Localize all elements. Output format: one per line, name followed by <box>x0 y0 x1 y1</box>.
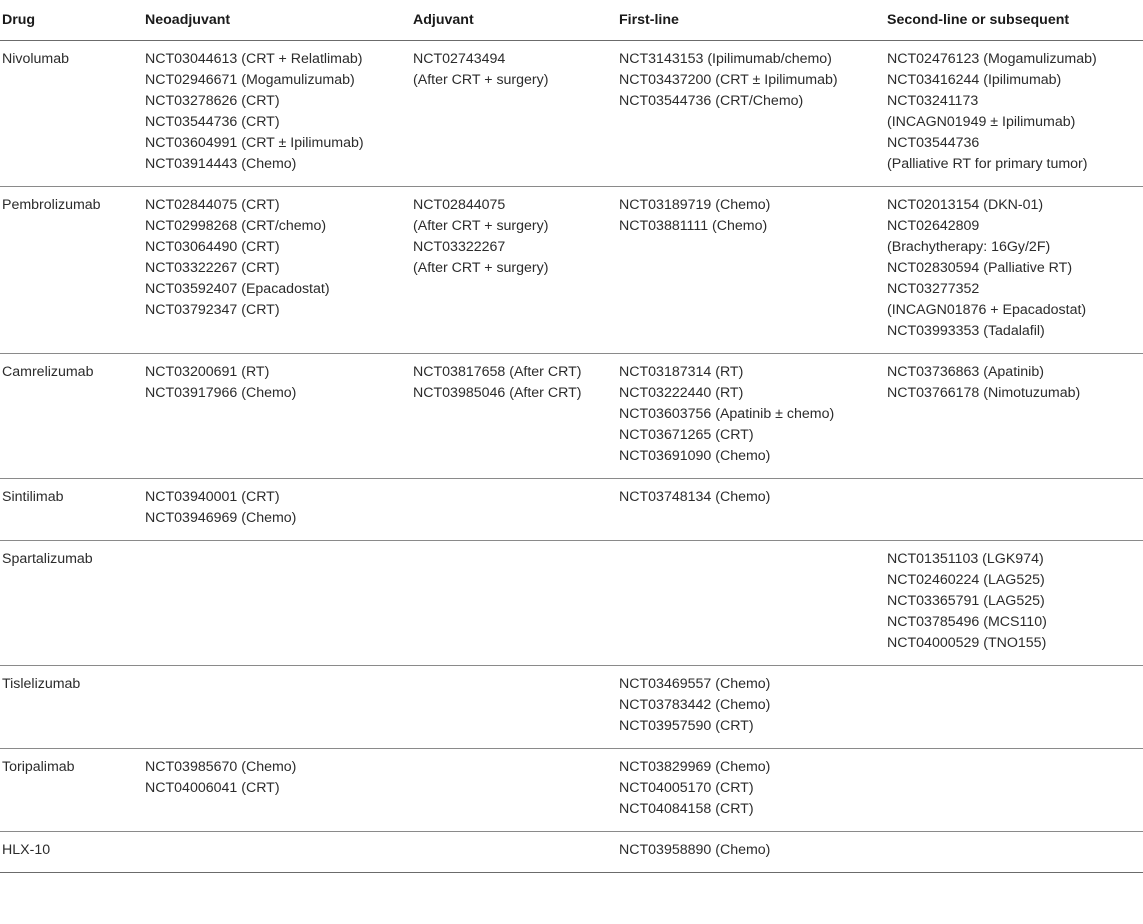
trial-entry: NCT02830594 (Palliative RT) <box>887 260 1073 276</box>
trial-entry: NCT03783442 (Chemo) <box>619 697 771 713</box>
trial-entry: NCT02844075 (CRT) <box>145 197 280 213</box>
trial-entry: NCT02743494 <box>413 51 506 67</box>
second-line-cell <box>885 666 1143 749</box>
table-row <box>0 187 1143 354</box>
trial-entry: NCT03736863 (Apatinib) <box>887 364 1044 380</box>
trial-entry: NCT03691090 (Chemo) <box>619 448 771 464</box>
trial-entry: NCT03200691 (RT) <box>145 364 270 380</box>
drug-cell: Tislelizumab <box>0 666 143 749</box>
second-line-cell <box>885 832 1143 873</box>
header-first-line: First-line <box>617 0 885 41</box>
trial-entry: NCT03914443 (Chemo) <box>145 156 297 172</box>
drug-cell: Pembrolizumab <box>0 187 143 354</box>
adjuvant-cell <box>411 749 617 832</box>
second-line-cell <box>885 41 1143 187</box>
trial-entry: NCT03278626 (CRT) <box>145 93 280 109</box>
first-line-cell <box>617 832 885 873</box>
trial-entry: NCT03766178 (Nimotuzumab) <box>887 385 1081 401</box>
adjuvant-cell <box>411 187 617 354</box>
second-line-cell <box>885 749 1143 832</box>
table-row <box>0 666 1143 749</box>
trial-entry: (INCAGN01949 ± Ipilimumab) <box>887 114 1076 130</box>
trial-entry: NCT03940001 (CRT) <box>145 489 280 505</box>
header-row <box>0 0 1143 41</box>
first-line-cell <box>617 479 885 541</box>
trial-entry: NCT03437200 (CRT ± Ipilimumab) <box>619 72 838 88</box>
table-header <box>0 0 1143 41</box>
trial-entry: NCT03187314 (RT) <box>619 364 744 380</box>
drug-cell: HLX-10 <box>0 832 143 873</box>
trial-entry: NCT02642809 <box>887 218 980 234</box>
neoadjuvant-cell <box>143 541 411 666</box>
trial-entry: NCT03189719 (Chemo) <box>619 197 771 213</box>
trial-entry: NCT03604991 (CRT ± Ipilimumab) <box>145 135 364 151</box>
neoadjuvant-cell <box>143 41 411 187</box>
neoadjuvant-cell <box>143 479 411 541</box>
trial-entry: NCT03748134 (Chemo) <box>619 489 771 505</box>
table-row <box>0 541 1143 666</box>
trial-entry: NCT03917966 (Chemo) <box>145 385 297 401</box>
trial-entry: NCT3143153 (Ipilimumab/chemo) <box>619 51 832 67</box>
neoadjuvant-cell <box>143 187 411 354</box>
trial-entry: NCT03241173 <box>887 93 979 109</box>
first-line-cell <box>617 541 885 666</box>
trial-entry: NCT02013154 (DKN-01) <box>887 197 1044 213</box>
drug-cell: Toripalimab <box>0 749 143 832</box>
trial-entry: NCT02946671 (Mogamulizumab) <box>145 72 355 88</box>
second-line-cell <box>885 187 1143 354</box>
drug-cell: Spartalizumab <box>0 541 143 666</box>
neoadjuvant-cell <box>143 666 411 749</box>
trial-entry: NCT03957590 (CRT) <box>619 718 754 734</box>
trial-entry: NCT03044613 (CRT + Relatlimab) <box>145 51 363 67</box>
trial-entry: NCT03785496 (MCS110) <box>887 614 1047 630</box>
trial-entry: NCT02460224 (LAG525) <box>887 572 1045 588</box>
trial-entry: NCT04006041 (CRT) <box>145 780 280 796</box>
second-line-cell <box>885 541 1143 666</box>
neoadjuvant-cell <box>143 354 411 479</box>
header-second-line: Second-line or subsequent <box>885 0 1143 41</box>
trial-entry: NCT03946969 (Chemo) <box>145 510 297 526</box>
trial-entry: NCT03985670 (Chemo) <box>145 759 297 775</box>
adjuvant-cell <box>411 479 617 541</box>
trial-entry: NCT03322267 (CRT) <box>145 260 280 276</box>
trial-entry: NCT03322267 <box>413 239 506 255</box>
drug-cell: Camrelizumab <box>0 354 143 479</box>
trial-entry: NCT02844075 <box>413 197 506 213</box>
trial-entry: NCT03792347 (CRT) <box>145 302 280 318</box>
trial-entry: (After CRT + surgery) <box>413 218 549 234</box>
trial-entry: NCT03544736 <box>887 135 980 151</box>
first-line-cell <box>617 41 885 187</box>
table-body <box>0 41 1143 873</box>
trial-entry: NCT04084158 (CRT) <box>619 801 754 817</box>
adjuvant-cell <box>411 354 617 479</box>
table-row <box>0 354 1143 479</box>
trial-entry: NCT03544736 (CRT) <box>145 114 280 130</box>
trial-entry: NCT03817658 (After CRT) <box>413 364 582 380</box>
table-row <box>0 41 1143 187</box>
table-row <box>0 479 1143 541</box>
first-line-cell <box>617 354 885 479</box>
table-row <box>0 749 1143 832</box>
adjuvant-cell <box>411 541 617 666</box>
adjuvant-cell <box>411 41 617 187</box>
trial-entry: NCT03985046 (After CRT) <box>413 385 582 401</box>
trial-entry: NCT03416244 (Ipilimumab) <box>887 72 1062 88</box>
trial-entry: NCT03544736 (CRT/Chemo) <box>619 93 804 109</box>
trial-entry: (After CRT + surgery) <box>413 260 549 276</box>
neoadjuvant-cell <box>143 832 411 873</box>
trial-entry: (INCAGN01876 + Epacadostat) <box>887 302 1087 318</box>
trial-entry: NCT04005170 (CRT) <box>619 780 754 796</box>
trial-entry: NCT03881111 (Chemo) <box>619 218 768 234</box>
adjuvant-cell <box>411 832 617 873</box>
trial-entry: NCT03592407 (Epacadostat) <box>145 281 330 297</box>
trial-entry: NCT03993353 (Tadalafil) <box>887 323 1045 339</box>
trial-entry: NCT03222440 (RT) <box>619 385 744 401</box>
trial-entry: NCT02998268 (CRT/chemo) <box>145 218 327 234</box>
table-row <box>0 832 1143 873</box>
first-line-cell <box>617 749 885 832</box>
trial-entry: NCT03365791 (LAG525) <box>887 593 1045 609</box>
trial-entry: NCT03671265 (CRT) <box>619 427 754 443</box>
trial-entry: NCT03469557 (Chemo) <box>619 676 771 692</box>
second-line-cell <box>885 479 1143 541</box>
trial-entry: (Brachytherapy: 16Gy/2F) <box>887 239 1051 255</box>
trial-entry: NCT03603756 (Apatinib ± chemo) <box>619 406 835 422</box>
neoadjuvant-cell <box>143 749 411 832</box>
adjuvant-cell <box>411 666 617 749</box>
first-line-cell <box>617 666 885 749</box>
trial-entry: (After CRT + surgery) <box>413 72 549 88</box>
trial-entry: NCT01351103 (LGK974) <box>887 551 1044 567</box>
header-drug: Drug <box>0 0 143 41</box>
trial-entry: NCT03064490 (CRT) <box>145 239 280 255</box>
trial-entry: NCT03277352 <box>887 281 980 297</box>
trial-entry: NCT03958890 (Chemo) <box>619 842 771 858</box>
first-line-cell <box>617 187 885 354</box>
trial-entry: (Palliative RT for primary tumor) <box>887 156 1088 172</box>
header-neoadjuvant: Neoadjuvant <box>143 0 411 41</box>
drug-cell: Sintilimab <box>0 479 143 541</box>
second-line-cell <box>885 354 1143 479</box>
trial-entry: NCT03829969 (Chemo) <box>619 759 771 775</box>
trial-entry: NCT04000529 (TNO155) <box>887 635 1047 651</box>
trial-entry: NCT02476123 (Mogamulizumab) <box>887 51 1097 67</box>
header-adjuvant: Adjuvant <box>411 0 617 41</box>
drug-cell: Nivolumab <box>0 41 143 187</box>
